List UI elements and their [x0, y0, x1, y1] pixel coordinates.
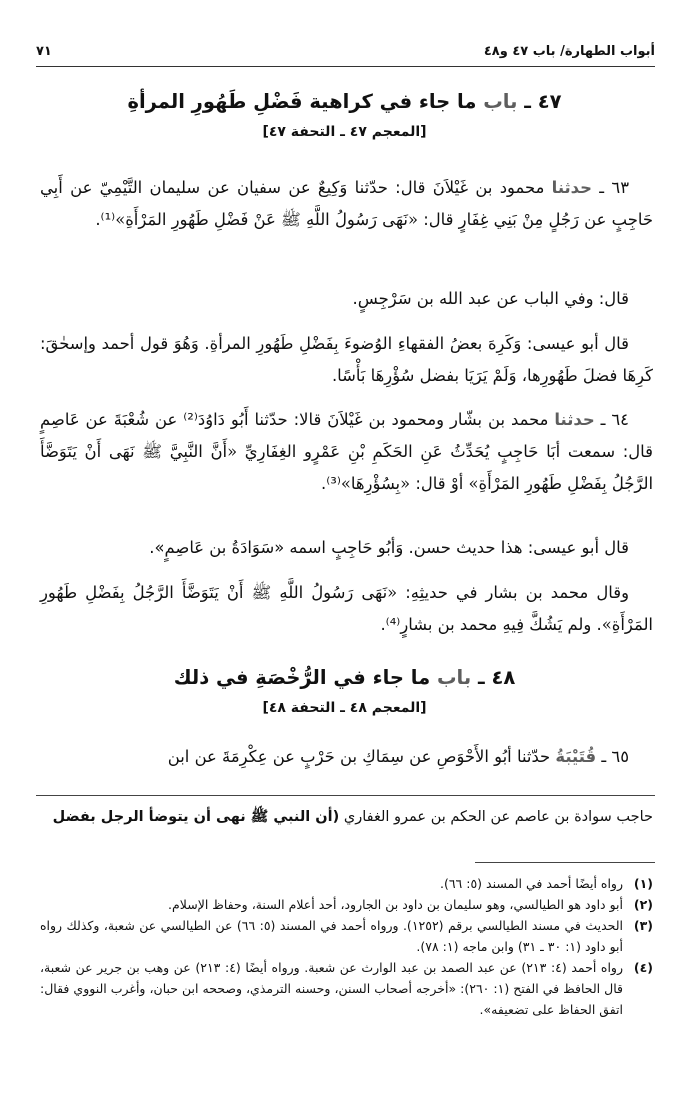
footnote-number: (٢)	[633, 897, 653, 912]
footnote-1	[40, 873, 653, 894]
footnote-3	[40, 915, 653, 957]
footnote-text: رواه أحمد (٤: ٢١٣) عن عبد الصمد بن عبد الوارث عن شعبة. ورواه أيضًا (٤: ٢١٣) عن وهب بن جرير عن شعبة، قال الحافظ في الفتح (١: ٢٦٠): «أخرجه أصحاب السنن، وحسنه الترمذي، وصححه ابن حبان، وأغرب النووي فقال: اتفق الحفاظ على تضعيفه».	[40, 960, 623, 1017]
hadith-65-abu-alahwas: حدّثنا أبُو الأَحْوَصِ	[436, 747, 556, 766]
ibn-bashar-paragraph	[40, 577, 653, 641]
hadith-65-isnad: عن سِمَاكِ بن حَرْبٍ عن عِكْرِمَةَ عن ابن	[167, 747, 437, 766]
ibn-bashar-matn: «نَهَى رَسُولُ اللَّهِ ﷺ أَنْ يَتَوَضَّأَ الرَّجُلُ بِفَضْلِ طَهُورِ المَرْأَةِ»	[40, 583, 653, 634]
chapter-47-bab-word: باب	[483, 90, 518, 113]
chapter-47-heading	[40, 88, 649, 142]
hadith-63-matn: «نَهَى رَسُولُ اللَّهِ ﷺ عَنْ فَضْلِ طَهُورِ المَرْأَةِ»	[115, 210, 418, 229]
hadith-64-end: .	[321, 474, 327, 493]
chapter-48-bab-word: باب	[436, 666, 472, 689]
running-head-title: أبواب الطهارة/ باب ٤٧ و٤٨	[483, 44, 655, 59]
hadith-63-number: ٦٣ ـ	[591, 178, 629, 197]
footnote-4	[40, 957, 653, 1020]
footnote-text: الحديث في مسند الطيالسي برقم (١٢٥٢). ورواه أحمد في المسند (٥: ٦٦) عن الطيالسي عن شعبة، وكذلك رواه أبو داود (١: ٣٠ ـ ٣١) وابن ماجه (١: ٧٨).	[40, 918, 623, 954]
page-number: ٧١	[36, 44, 52, 59]
qutaybah-name: قُتَيْبَةُ	[555, 747, 597, 766]
hadith-64	[40, 404, 653, 500]
hadith-64-isnad-a: محمد بن بشّار ومحمود بن غَيْلاَنَ قالا: حدّثنا أَبُو دَاوُدَ	[197, 410, 555, 429]
abu-isa-hasan-paragraph: قال أبو عيسى: هذا حديث حسن. وَأبُو حَاجِبٍ اسمه «سَوَادَةُ بن عَاصِمٍ».	[149, 538, 629, 557]
chapter-47-title-text: ما جاء في كراهية فَضْلِ طَهُورِ المرأةِ	[127, 90, 484, 113]
ibn-bashar-end: .	[380, 615, 386, 634]
running-head	[36, 44, 655, 68]
footnote-2	[40, 894, 653, 915]
footnote-rule	[475, 862, 655, 863]
wafi-al-bab-paragraph: قال: وفي الباب عن عبد الله بن سَرْجِسٍ.	[352, 289, 629, 308]
continued-variant-note	[40, 802, 653, 832]
footnotes	[40, 873, 653, 1020]
footnote-ref-4: ⁽⁴⁾	[385, 615, 401, 634]
footnote-number: (١)	[633, 876, 653, 891]
hadith-63-end: .	[95, 210, 101, 229]
chapter-47-number: ٤٧ ـ	[517, 90, 562, 113]
hadith-64-isnad-b: عن شُعْبَةَ عن عَاصِمٍ قال: سمعت أبَا حَاجِبٍ يُحَدِّثُ عَنِ الحَكَمِ بْنِ عَمْرٍو الغِفَارِيِّ	[40, 410, 654, 461]
hadith-64-matn: «أَنَّ النَّبِيَّ ﷺ نَهَى أَنْ يَتَوَضَّأَ الرَّجُلُ بِفَضْلِ طَهُورِ المَرْأَةِ»	[40, 442, 653, 493]
haddathana-marker: حدثنا	[554, 410, 595, 429]
chapter-48-heading	[40, 664, 649, 718]
hadith-65-number: ٦٥ ـ	[596, 747, 629, 766]
chapter-48-title	[40, 664, 649, 692]
footnote-number: (٣)	[633, 918, 653, 933]
footnote-ref-2: ⁽²⁾	[183, 410, 198, 429]
ibn-bashar-rest: . ولم يَشُكَّ فِيهِ محمد بن بشارٍ	[400, 615, 602, 634]
footnote-number: (٤)	[633, 960, 653, 975]
footnote-ref-3: ⁽³⁾	[326, 474, 341, 493]
footnote-ref-1: ⁽¹⁾	[100, 210, 116, 229]
header-rule	[36, 66, 655, 67]
hadith-64-alt-matn: «بِسُؤْرِهَا»	[340, 474, 411, 493]
chapter-48-reference: [المعجم ٤٨ ـ التحفة ٤٨]	[262, 700, 427, 716]
haddathana-marker: حدثنا	[551, 178, 592, 197]
hadith-63-isnad: محمود بن غَيْلاَنَ قال: حدّثنا وَكِيعٌ عن سفيان عن سليمان التَّيْمِيّ عن أَبِي حَاجِبٍ عن رَجُلٍ مِنْ بَنِي غِفَارٍ قال:	[40, 178, 653, 229]
continued-note-text: حاجب سوادة بن عاصم عن الحكم بن عمرو الغفاري	[339, 809, 653, 825]
section-divider	[36, 795, 655, 796]
chapter-47-title	[40, 88, 649, 116]
chapter-48-title-text: ما جاء في الرُّخْصَةِ في ذلك	[173, 666, 437, 689]
hadith-65	[40, 741, 653, 773]
hadith-63	[40, 172, 653, 236]
footnote-text: أبو داود هو الطيالسي، وهو سليمان بن داود بن الجارود، أحد أعلام السنة، وحفاظ الإسلام.	[168, 897, 623, 912]
hadith-64-number: ٦٤ ـ	[594, 410, 629, 429]
chapter-48-number: ٤٨ ـ	[471, 666, 516, 689]
hadith-64-alt-intro: أوْ قال:	[410, 474, 469, 493]
abu-isa-comment-1: قال أبو عيسى: وَكَرِهَ بعضُ الفقهاءِ الوُضوءَ بِفَضْلِ طَهُورِ المرأةِ. وَهُوَ قول أحمد وإسحٰقَ: كَرِهَا فضلَ طَهُورِها، وَلَمْ يَرَيَا بفضل سُؤْرِهَا بَأْسًا.	[40, 334, 653, 385]
chapter-47-reference: [المعجم ٤٧ ـ التحفة ٤٧]	[262, 124, 427, 140]
footnote-text: رواه أيضًا أحمد في المسند (٥: ٦٦).	[439, 876, 623, 891]
continued-note-bold: (أن النبي ﷺ نهى أن يتوضأ الرجل بفضل	[52, 809, 340, 825]
ibn-bashar-intro: وقال محمد بن بشار في حديثِهِ:	[397, 583, 629, 602]
